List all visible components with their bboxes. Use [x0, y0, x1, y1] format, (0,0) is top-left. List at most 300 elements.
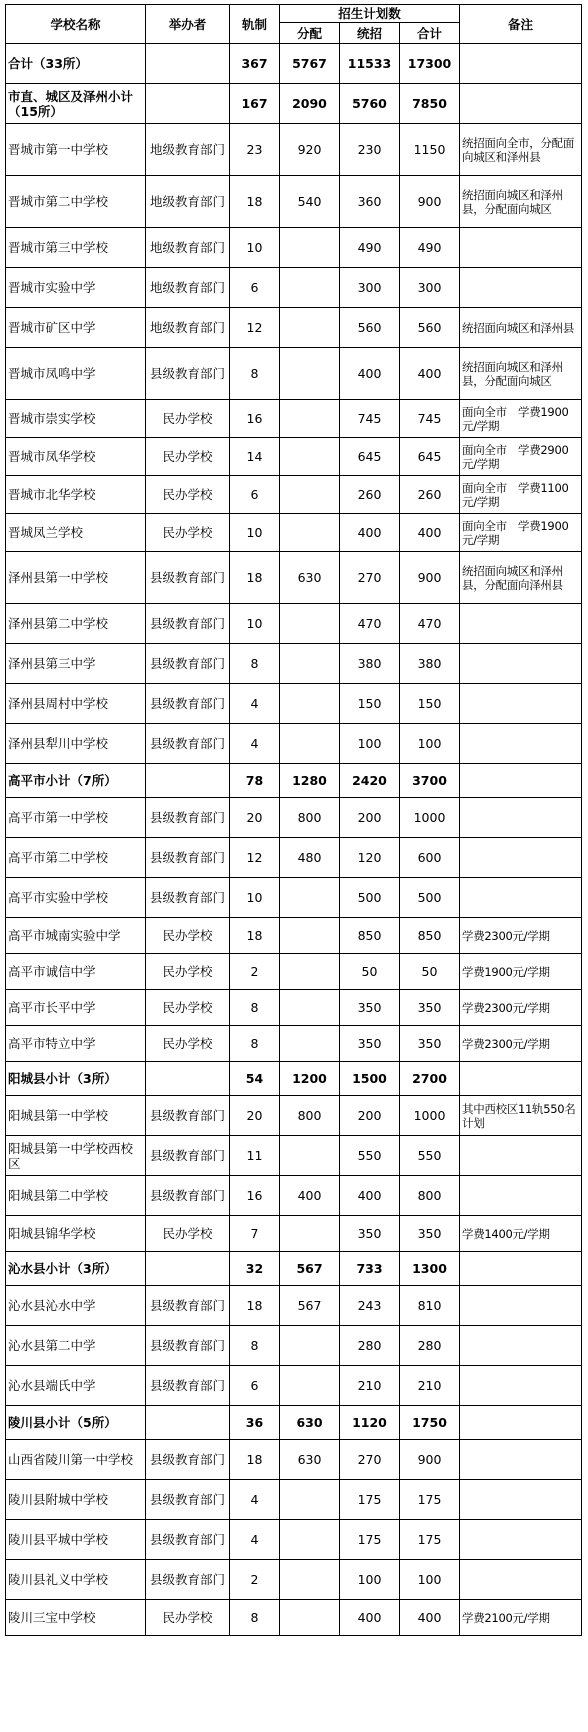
header-tracks: 轨制: [230, 5, 280, 44]
table-row: [6, 1440, 582, 1480]
table-row: [6, 268, 582, 308]
school-name-cell: 沁水县小计（3所）: [6, 1252, 146, 1286]
allot-cell: [280, 1136, 340, 1176]
school-name-cell: 晋城市第二中学校: [6, 176, 146, 228]
unified-cell: 100: [340, 724, 400, 764]
total-cell: 900: [400, 1440, 460, 1480]
tracks-cell: 4: [230, 1480, 280, 1520]
school-name-cell: 晋城市矿区中学: [6, 308, 146, 348]
tracks-cell: 8: [230, 1026, 280, 1062]
tracks-cell: 36: [230, 1406, 280, 1440]
remark-cell: 面向全市 学费1900元/学期: [460, 400, 582, 438]
table-row: [6, 878, 582, 918]
total-cell: 210: [400, 1366, 460, 1406]
allot-cell: [280, 348, 340, 400]
tracks-cell: 14: [230, 438, 280, 476]
tracks-cell: 10: [230, 228, 280, 268]
allot-cell: [280, 878, 340, 918]
school-name-cell: 陵川县小计（5所）: [6, 1406, 146, 1440]
unified-cell: 470: [340, 604, 400, 644]
allot-cell: 1200: [280, 1062, 340, 1096]
allot-cell: [280, 400, 340, 438]
table-row: [6, 1600, 582, 1636]
unified-cell: 200: [340, 1096, 400, 1136]
unified-cell: 350: [340, 1216, 400, 1252]
sponsor-cell: 县级教育部门: [146, 1326, 230, 1366]
tracks-cell: 8: [230, 348, 280, 400]
school-name-cell: 晋城市第三中学校: [6, 228, 146, 268]
total-cell: 100: [400, 724, 460, 764]
unified-cell: 260: [340, 476, 400, 514]
table-row: [6, 838, 582, 878]
table-row: [6, 438, 582, 476]
school-name-cell: 晋城市实验中学: [6, 268, 146, 308]
subtotal-row: [6, 1062, 582, 1096]
allot-cell: [280, 1520, 340, 1560]
header-enrollment-plan: 招生计划数: [280, 5, 460, 23]
school-name-cell: 晋城市第一中学校: [6, 124, 146, 176]
sponsor-cell: 县级教育部门: [146, 838, 230, 878]
table-row: [6, 348, 582, 400]
unified-cell: 350: [340, 1026, 400, 1062]
table-row: [6, 1326, 582, 1366]
remark-cell: [460, 684, 582, 724]
school-name-cell: 泽州县第二中学校: [6, 604, 146, 644]
school-name-cell: 合计（33所）: [6, 44, 146, 84]
school-name-cell: 沁水县端氏中学: [6, 1366, 146, 1406]
remark-cell: [460, 44, 582, 84]
remark-cell: [460, 798, 582, 838]
school-name-cell: 高平市实验中学校: [6, 878, 146, 918]
allot-cell: [280, 1366, 340, 1406]
total-cell: 1000: [400, 1096, 460, 1136]
remark-cell: 统招面向全市，分配面向城区和泽州县: [460, 124, 582, 176]
sponsor-cell: 县级教育部门: [146, 1520, 230, 1560]
school-name-cell: 市直、城区及泽州小计（15所）: [6, 84, 146, 124]
sponsor-cell: [146, 1062, 230, 1096]
table-row: [6, 918, 582, 954]
sponsor-cell: [146, 1406, 230, 1440]
allot-cell: 540: [280, 176, 340, 228]
unified-cell: 745: [340, 400, 400, 438]
allot-cell: [280, 644, 340, 684]
sponsor-cell: 民办学校: [146, 1026, 230, 1062]
allot-cell: [280, 1026, 340, 1062]
sponsor-cell: 地级教育部门: [146, 176, 230, 228]
table-body: [6, 44, 582, 1636]
sponsor-cell: 地级教育部门: [146, 268, 230, 308]
remark-cell: 学费2300元/学期: [460, 990, 582, 1026]
remark-cell: [460, 1560, 582, 1600]
header-sponsor: 举办者: [146, 5, 230, 44]
tracks-cell: 8: [230, 990, 280, 1026]
unified-cell: 350: [340, 990, 400, 1026]
total-cell: 175: [400, 1520, 460, 1560]
tracks-cell: 18: [230, 1286, 280, 1326]
tracks-cell: 16: [230, 1176, 280, 1216]
total-cell: 1000: [400, 798, 460, 838]
tracks-cell: 2: [230, 1560, 280, 1600]
total-cell: 470: [400, 604, 460, 644]
tracks-cell: 16: [230, 400, 280, 438]
sponsor-cell: 民办学校: [146, 1216, 230, 1252]
unified-cell: 270: [340, 1440, 400, 1480]
school-name-cell: 高平市诚信中学: [6, 954, 146, 990]
tracks-cell: 32: [230, 1252, 280, 1286]
unified-cell: 270: [340, 552, 400, 604]
total-cell: 175: [400, 1480, 460, 1520]
total-cell: 150: [400, 684, 460, 724]
remark-cell: 学费2300元/学期: [460, 1026, 582, 1062]
tracks-cell: 7: [230, 1216, 280, 1252]
unified-cell: 500: [340, 878, 400, 918]
school-name-cell: 沁水县第二中学: [6, 1326, 146, 1366]
sponsor-cell: 县级教育部门: [146, 348, 230, 400]
allot-cell: [280, 1216, 340, 1252]
unified-cell: 175: [340, 1480, 400, 1520]
allot-cell: [280, 990, 340, 1026]
school-name-cell: 陵川县礼义中学校: [6, 1560, 146, 1600]
sponsor-cell: 民办学校: [146, 400, 230, 438]
sponsor-cell: 县级教育部门: [146, 724, 230, 764]
allot-cell: 567: [280, 1286, 340, 1326]
allot-cell: 800: [280, 798, 340, 838]
unified-cell: 300: [340, 268, 400, 308]
table-row: [6, 308, 582, 348]
remark-cell: 学费1400元/学期: [460, 1216, 582, 1252]
sponsor-cell: 县级教育部门: [146, 1440, 230, 1480]
school-name-cell: 高平市第一中学校: [6, 798, 146, 838]
unified-cell: 120: [340, 838, 400, 878]
remark-cell: 统招面向城区和泽州县: [460, 308, 582, 348]
allot-cell: 5767: [280, 44, 340, 84]
total-cell: 1150: [400, 124, 460, 176]
total-cell: 350: [400, 1216, 460, 1252]
unified-cell: 243: [340, 1286, 400, 1326]
total-cell: 850: [400, 918, 460, 954]
unified-cell: 200: [340, 798, 400, 838]
table-row: [6, 1560, 582, 1600]
remark-cell: [460, 228, 582, 268]
tracks-cell: 18: [230, 918, 280, 954]
total-cell: 400: [400, 348, 460, 400]
total-cell: 280: [400, 1326, 460, 1366]
school-name-cell: 高平市小计（7所）: [6, 764, 146, 798]
header-school-name: 学校名称: [6, 5, 146, 44]
remark-cell: [460, 1252, 582, 1286]
allot-cell: [280, 268, 340, 308]
tracks-cell: 4: [230, 724, 280, 764]
remark-cell: [460, 1440, 582, 1480]
unified-cell: 5760: [340, 84, 400, 124]
tracks-cell: 78: [230, 764, 280, 798]
school-name-cell: 阳城县第一中学校: [6, 1096, 146, 1136]
total-cell: 600: [400, 838, 460, 878]
sponsor-cell: 县级教育部门: [146, 878, 230, 918]
tracks-cell: 11: [230, 1136, 280, 1176]
allot-cell: 630: [280, 1440, 340, 1480]
total-cell: 350: [400, 990, 460, 1026]
school-name-cell: 阳城县第一中学校西校区: [6, 1136, 146, 1176]
table-header: [6, 5, 582, 44]
tracks-cell: 2: [230, 954, 280, 990]
allot-cell: [280, 514, 340, 552]
school-name-cell: 晋城市凤鸣中学: [6, 348, 146, 400]
total-cell: 380: [400, 644, 460, 684]
school-name-cell: 阳城县第二中学校: [6, 1176, 146, 1216]
school-name-cell: 高平市长平中学: [6, 990, 146, 1026]
table-row: [6, 990, 582, 1026]
table-row: [6, 644, 582, 684]
sponsor-cell: 县级教育部门: [146, 1366, 230, 1406]
sponsor-cell: 县级教育部门: [146, 1286, 230, 1326]
table-row: [6, 724, 582, 764]
table-row: [6, 228, 582, 268]
remark-cell: [460, 1480, 582, 1520]
unified-cell: 550: [340, 1136, 400, 1176]
school-name-cell: 泽州县第一中学校: [6, 552, 146, 604]
school-name-cell: 高平市特立中学: [6, 1026, 146, 1062]
total-cell: 1300: [400, 1252, 460, 1286]
tracks-cell: 10: [230, 878, 280, 918]
school-name-cell: 阳城县小计（3所）: [6, 1062, 146, 1096]
table-row: [6, 798, 582, 838]
total-cell: 550: [400, 1136, 460, 1176]
total-cell: 2700: [400, 1062, 460, 1096]
remark-cell: [460, 1136, 582, 1176]
unified-cell: 733: [340, 1252, 400, 1286]
table-row: [6, 604, 582, 644]
sponsor-cell: 民办学校: [146, 918, 230, 954]
allot-cell: [280, 1560, 340, 1600]
total-cell: 560: [400, 308, 460, 348]
subtotal-row: [6, 44, 582, 84]
unified-cell: 100: [340, 1560, 400, 1600]
remark-cell: 面向全市 学费2900元/学期: [460, 438, 582, 476]
table-row: [6, 1480, 582, 1520]
sponsor-cell: 县级教育部门: [146, 644, 230, 684]
enrollment-plan-sheet: [5, 4, 581, 1636]
unified-cell: 210: [340, 1366, 400, 1406]
tracks-cell: 6: [230, 268, 280, 308]
remark-cell: [460, 84, 582, 124]
allot-cell: 480: [280, 838, 340, 878]
total-cell: 900: [400, 552, 460, 604]
allot-cell: 800: [280, 1096, 340, 1136]
table-row: [6, 1026, 582, 1062]
sponsor-cell: [146, 84, 230, 124]
table-row: [6, 1136, 582, 1176]
table-row: [6, 1286, 582, 1326]
remark-cell: [460, 1286, 582, 1326]
table-row: [6, 1520, 582, 1560]
subtotal-row: [6, 84, 582, 124]
table-row: [6, 176, 582, 228]
allot-cell: [280, 476, 340, 514]
sponsor-cell: 民办学校: [146, 514, 230, 552]
unified-cell: 645: [340, 438, 400, 476]
total-cell: 400: [400, 1600, 460, 1636]
allot-cell: [280, 308, 340, 348]
tracks-cell: 18: [230, 176, 280, 228]
sponsor-cell: 民办学校: [146, 954, 230, 990]
sponsor-cell: [146, 44, 230, 84]
tracks-cell: 8: [230, 644, 280, 684]
total-cell: 17300: [400, 44, 460, 84]
total-cell: 800: [400, 1176, 460, 1216]
total-cell: 490: [400, 228, 460, 268]
remark-cell: 面向全市 学费1100元/学期: [460, 476, 582, 514]
unified-cell: 2420: [340, 764, 400, 798]
school-name-cell: 陵川三宝中学校: [6, 1600, 146, 1636]
remark-cell: [460, 878, 582, 918]
sponsor-cell: 民办学校: [146, 476, 230, 514]
tracks-cell: 10: [230, 604, 280, 644]
unified-cell: 380: [340, 644, 400, 684]
sponsor-cell: [146, 764, 230, 798]
unified-cell: 1120: [340, 1406, 400, 1440]
header-total: 合计: [400, 23, 460, 44]
enrollment-plan-table: [5, 4, 582, 1636]
tracks-cell: 12: [230, 308, 280, 348]
sponsor-cell: 地级教育部门: [146, 308, 230, 348]
remark-cell: [460, 1062, 582, 1096]
total-cell: 3700: [400, 764, 460, 798]
total-cell: 810: [400, 1286, 460, 1326]
unified-cell: 150: [340, 684, 400, 724]
tracks-cell: 18: [230, 552, 280, 604]
tracks-cell: 10: [230, 514, 280, 552]
tracks-cell: 4: [230, 1520, 280, 1560]
school-name-cell: 沁水县沁水中学: [6, 1286, 146, 1326]
table-row: [6, 124, 582, 176]
unified-cell: 50: [340, 954, 400, 990]
table-row: [6, 1366, 582, 1406]
tracks-cell: 167: [230, 84, 280, 124]
unified-cell: 400: [340, 1600, 400, 1636]
allot-cell: [280, 1600, 340, 1636]
total-cell: 1750: [400, 1406, 460, 1440]
allot-cell: [280, 1480, 340, 1520]
remark-cell: 学费1900元/学期: [460, 954, 582, 990]
unified-cell: 360: [340, 176, 400, 228]
subtotal-row: [6, 1406, 582, 1440]
tracks-cell: 54: [230, 1062, 280, 1096]
total-cell: 900: [400, 176, 460, 228]
sponsor-cell: 民办学校: [146, 990, 230, 1026]
total-cell: 300: [400, 268, 460, 308]
allot-cell: 630: [280, 1406, 340, 1440]
remark-cell: [460, 1366, 582, 1406]
table-row: [6, 514, 582, 552]
total-cell: 745: [400, 400, 460, 438]
remark-cell: 其中西校区11轨550名计划: [460, 1096, 582, 1136]
school-name-cell: 泽州县周村中学校: [6, 684, 146, 724]
sponsor-cell: 县级教育部门: [146, 1480, 230, 1520]
remark-cell: 统招面向城区和泽州县，分配面向泽州县: [460, 552, 582, 604]
remark-cell: [460, 838, 582, 878]
allot-cell: 630: [280, 552, 340, 604]
sponsor-cell: 县级教育部门: [146, 798, 230, 838]
subtotal-row: [6, 1252, 582, 1286]
total-cell: 400: [400, 514, 460, 552]
table-row: [6, 1096, 582, 1136]
tracks-cell: 6: [230, 476, 280, 514]
tracks-cell: 6: [230, 1366, 280, 1406]
sponsor-cell: 县级教育部门: [146, 1136, 230, 1176]
school-name-cell: 阳城县锦华学校: [6, 1216, 146, 1252]
unified-cell: 175: [340, 1520, 400, 1560]
unified-cell: 400: [340, 1176, 400, 1216]
school-name-cell: 晋城市崇实学校: [6, 400, 146, 438]
school-name-cell: 山西省陵川第一中学校: [6, 1440, 146, 1480]
tracks-cell: 20: [230, 1096, 280, 1136]
unified-cell: 400: [340, 348, 400, 400]
school-name-cell: 晋城市北华学校: [6, 476, 146, 514]
allot-cell: 1280: [280, 764, 340, 798]
allot-cell: [280, 724, 340, 764]
allot-cell: 920: [280, 124, 340, 176]
remark-cell: [460, 764, 582, 798]
allot-cell: [280, 954, 340, 990]
school-name-cell: 高平市第二中学校: [6, 838, 146, 878]
tracks-cell: 4: [230, 684, 280, 724]
school-name-cell: 泽州县犁川中学校: [6, 724, 146, 764]
allot-cell: 400: [280, 1176, 340, 1216]
sponsor-cell: [146, 1252, 230, 1286]
allot-cell: [280, 918, 340, 954]
allot-cell: [280, 684, 340, 724]
allot-cell: [280, 604, 340, 644]
tracks-cell: 18: [230, 1440, 280, 1480]
subtotal-row: [6, 764, 582, 798]
sponsor-cell: 县级教育部门: [146, 684, 230, 724]
sponsor-cell: 地级教育部门: [146, 228, 230, 268]
remark-cell: [460, 268, 582, 308]
header-remark: 备注: [460, 5, 582, 44]
unified-cell: 400: [340, 514, 400, 552]
unified-cell: 280: [340, 1326, 400, 1366]
remark-cell: 统招面向城区和泽州县，分配面向城区: [460, 348, 582, 400]
table-row: [6, 954, 582, 990]
header-unified: 统招: [340, 23, 400, 44]
sponsor-cell: 县级教育部门: [146, 1176, 230, 1216]
tracks-cell: 367: [230, 44, 280, 84]
school-name-cell: 高平市城南实验中学: [6, 918, 146, 954]
table-row: [6, 1216, 582, 1252]
total-cell: 7850: [400, 84, 460, 124]
sponsor-cell: 民办学校: [146, 438, 230, 476]
table-row: [6, 476, 582, 514]
total-cell: 100: [400, 1560, 460, 1600]
sponsor-cell: 县级教育部门: [146, 604, 230, 644]
school-name-cell: 陵川县附城中学校: [6, 1480, 146, 1520]
header-allot: 分配: [280, 23, 340, 44]
school-name-cell: 晋城市凤华学校: [6, 438, 146, 476]
total-cell: 350: [400, 1026, 460, 1062]
tracks-cell: 8: [230, 1326, 280, 1366]
remark-cell: [460, 724, 582, 764]
remark-cell: 学费2300元/学期: [460, 918, 582, 954]
allot-cell: [280, 228, 340, 268]
school-name-cell: 晋城凤兰学校: [6, 514, 146, 552]
allot-cell: 567: [280, 1252, 340, 1286]
school-name-cell: 陵川县平城中学校: [6, 1520, 146, 1560]
remark-cell: [460, 604, 582, 644]
remark-cell: 统招面向城区和泽州县，分配面向城区: [460, 176, 582, 228]
allot-cell: [280, 1326, 340, 1366]
remark-cell: 学费2100元/学期: [460, 1600, 582, 1636]
